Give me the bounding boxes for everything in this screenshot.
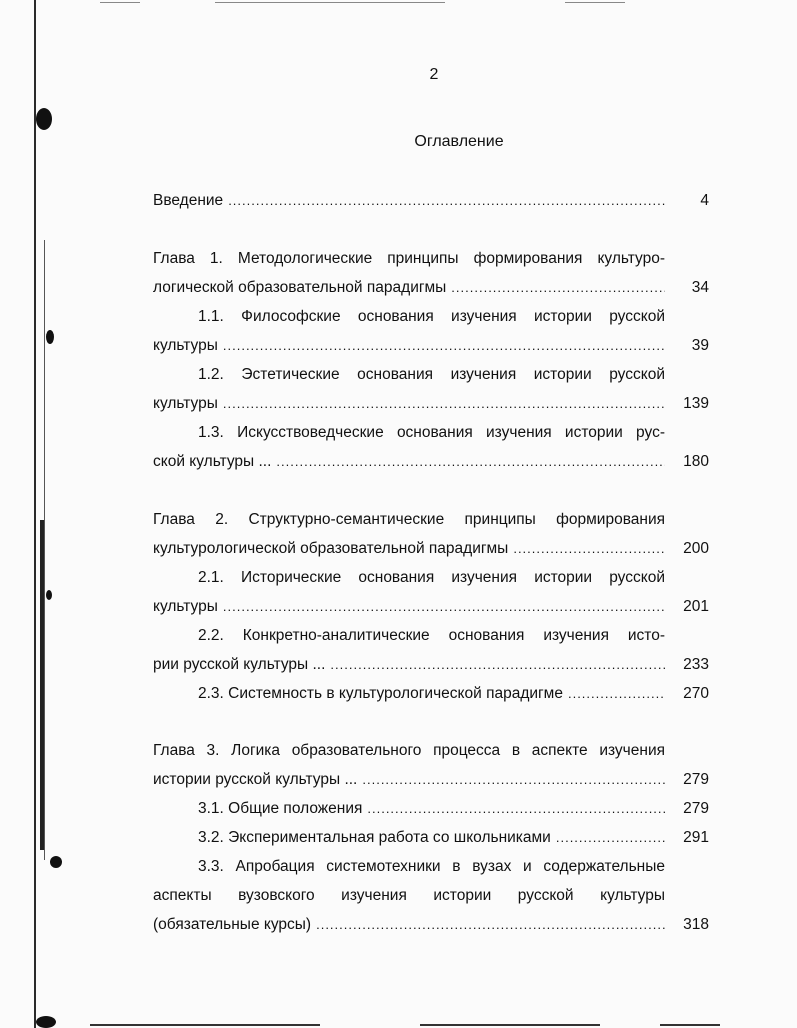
toc-page-number: 139 (683, 395, 709, 412)
scan-bottom-rule (90, 1024, 320, 1026)
toc-section-3-3-title: 3.3. Апробация системотехники в вузах и содержательные (198, 858, 665, 875)
toc-chapter-2 (153, 534, 709, 563)
toc-section-2-1 (153, 592, 709, 621)
toc-entry-title: 3.2. Экспериментальная работа со школьниками (198, 829, 551, 846)
toc-section-3-1 (198, 794, 709, 823)
toc-section-2-3 (198, 679, 709, 708)
toc-entry-title: (обязательные курсы) (153, 916, 312, 933)
toc-section-1-1 (153, 331, 709, 360)
toc-entry-title: Введение (153, 192, 224, 209)
toc-page-number: 270 (683, 685, 709, 702)
toc-page-number: 233 (683, 656, 709, 673)
toc-section-1-1-title: 1.1. Философские основания изучения истории русской (198, 308, 665, 325)
leader-dots (556, 823, 665, 852)
scan-bottom-rule (420, 1024, 600, 1026)
leader-dots (223, 592, 665, 621)
toc-entry-title: рии русской культуры ... (153, 656, 326, 673)
leader-dots (228, 186, 665, 215)
toc-section-3-3-title-cont: аспекты вузовского изучения истории русской культуры (153, 887, 665, 904)
toc-chapter-1 (153, 273, 709, 302)
scan-top-rule (215, 2, 445, 3)
scan-edge-line (34, 0, 36, 1028)
scan-bottom-rule (660, 1024, 720, 1026)
leader-dots (330, 650, 665, 679)
leader-dots (316, 910, 665, 939)
page-title: Оглавление (414, 133, 504, 150)
leader-dots (568, 679, 665, 708)
scan-edge-line-thin (44, 240, 45, 860)
scan-blot (36, 108, 52, 130)
toc-entry-title: культуры (153, 337, 218, 354)
leader-dots (362, 765, 665, 794)
toc-page-number: 4 (700, 192, 709, 209)
leader-dots (276, 447, 665, 476)
scan-blot (46, 590, 52, 600)
toc-entry-title: 3.1. Общие положения (198, 800, 363, 817)
leader-dots (513, 534, 665, 563)
leader-dots (367, 794, 665, 823)
toc-chapter-1-title: Глава 1. Методологические принципы формирования культуро- (153, 250, 665, 267)
leader-dots (451, 273, 665, 302)
scan-blot (50, 856, 62, 868)
scan-edge-line-thick (40, 520, 44, 850)
toc-page-number: 39 (691, 337, 709, 354)
toc-section-1-2 (153, 389, 709, 418)
toc-chapter-3-title: Глава 3. Логика образовательного процесса в аспекте изучения (153, 742, 665, 759)
scan-top-rule (100, 2, 140, 3)
toc-entry-title: ской культуры ... (153, 453, 272, 470)
toc-entry-title: культуры (153, 395, 218, 412)
toc-entry-title: 2.3. Системность в культурологической парадигме (198, 685, 563, 702)
toc-page-number: 279 (683, 800, 709, 817)
toc-section-1-3 (153, 447, 709, 476)
leader-dots (223, 331, 665, 360)
toc-entry-title: культурологической образовательной парадигмы (153, 540, 509, 557)
toc-section-2-2 (153, 650, 709, 679)
toc-chapter-3 (153, 765, 709, 794)
toc-section-1-3-title: 1.3. Искусствоведческие основания изучения истории рус- (198, 424, 665, 441)
toc-page-number: 200 (683, 540, 709, 557)
toc-page-number: 291 (683, 829, 709, 846)
toc-chapter-2-title: Глава 2. Структурно-семантические принципы формирования (153, 511, 665, 528)
scan-blot (36, 1016, 56, 1028)
toc-page-number: 318 (683, 916, 709, 933)
scan-top-rule (565, 2, 625, 3)
toc-entry-intro (153, 186, 709, 215)
page-number: 2 (429, 66, 439, 83)
toc-section-2-1-title: 2.1. Исторические основания изучения истории русской (198, 569, 665, 586)
toc-page-number: 201 (683, 598, 709, 615)
toc-page-number: 279 (683, 771, 709, 788)
toc-page-number: 180 (683, 453, 709, 470)
toc-entry-title: логической образовательной парадигмы (153, 279, 447, 296)
toc-page-number: 34 (691, 279, 709, 296)
toc-section-3-2 (198, 823, 709, 852)
scan-blot (46, 330, 54, 344)
toc-section-3-3 (153, 910, 709, 939)
toc-entry-title: культуры (153, 598, 218, 615)
toc-entry-title: истории русской культуры ... (153, 771, 358, 788)
leader-dots (223, 389, 665, 418)
toc-section-2-2-title: 2.2. Конкретно-аналитические основания изучения исто- (198, 627, 665, 644)
toc-section-1-2-title: 1.2. Эстетические основания изучения истории русской (198, 366, 665, 383)
